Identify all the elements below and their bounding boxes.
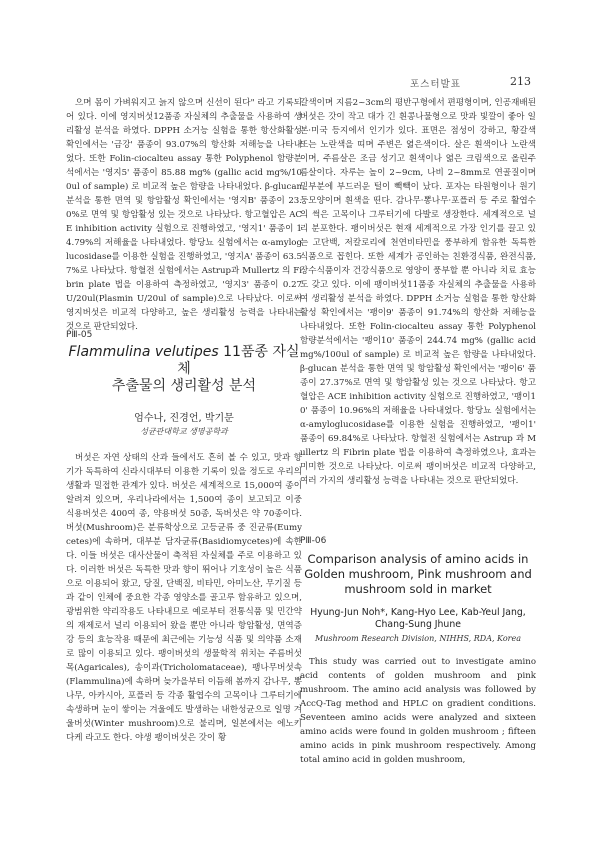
abstract-body: This study was carried out to investigate amino acid contents of golden mushroom and pink mushroom. The amino acid analysis was followed by AccQ-Tag method and HPLC on gradient conditions. Seventeen amino acids were analyzed and sixteen amino acids were found in golden mushroom ; fifteen amino acids in pink mushroom respectively. Among total amino acid in golden mushroom, [300, 657, 536, 765]
continued-abstract: 으며 몸이 가벼워지고 늙지 않으며 신선이 된다" 라고 기록되어 있다. 이에 영지버섯12품종 자실체의 추출물을 사용하여 생리활성 분석을 하였다. DPPH 소거능 실험을 통한 항산화활성 확인에서는 '금강' 품종이 93.07%의 항산화 저해능을 나타내었다. 또한 Folin-ciocalteu assay 통한 Polyphenol 함량분석에서는 '영지5' 품종이 85.88 mg% (gallic acid mg%/100ul of sample) 로 비교적 높은 함량을 나타내었다. β-glucan 분석을 통한 면역 및 항암활성 확인에서는 '영지B' 품종이 23.0%로 면역 및 항암활성 있는 것으로 나타났다. 항고혈압은 ACE inhibition activity 실험으로 진행하였고, '영지1' 품종이 14.79%의 저해율을 나타내었다. 항당뇨 실험에서는 α-amyloglucosidase를 이용한 실험을 진행하였고, '영지A' 품종이 63.57%로 나타났다. 항혈전 실험에서는 Astrup과 Mullertz 의 Fibrin plate 법을 이용하여 측정하였고, '영지3' 품종이 0.27 U/20ul(Plasmin U/20ul of sample)으로 나타났다. 이로써 영지버섯은 비교적 다양하고, 높은 생리활성 능력을 나타내는 것으로 판단되었다. [66, 98, 302, 332]
abstract-p3-05 [66, 330, 302, 745]
abstract-code: PⅢ-06 [300, 536, 327, 546]
affiliation: 성균관대학교 생명공학과 [140, 427, 228, 436]
affiliation: Mushroom Research Division, NIHHS, RDA, Korea [315, 634, 521, 643]
abstract-title [66, 344, 302, 395]
page-number: 213 [510, 75, 531, 88]
right-column [300, 96, 537, 765]
abstract-title: Comparison analysis of amino acids in Golden mushroom, Pink mushroom and mushroom sold in market [304, 552, 532, 596]
title-line2: 추출물의 생리활성 분석 [111, 378, 257, 394]
running-header: 포스터발표 [410, 79, 461, 90]
abstract-body: 버섯은 자연 상태의 산과 들에서도 흔히 볼 수 있고, 맛과 향기가 독특하여 신라시대부터 이용한 기록이 있을 정도로 우리의 생활과 밀접한 관계가 있다. 버섯은 세계적으로 15,000여 종이 알려져 있으며, 우리나라에서는 1,500여 종이 보고되고 이중 식용버섯은 400여 종, 약용버섯 50종, 독버섯은 약 70종이다. 버섯(Mushroom)은 분류학상으로 고등균류 중 진균류(Eumycetes)에 속하며, 대부분 담자균류(Basidiomycetes)에 속한다. 이들 버섯은 대사산물이 축적된 자실체를 주로 이용하고 있다. 이러한 버섯은 독특한 맛과 향이 뛰어나 기호성이 높은 식품으로 이용되어 왔고, 당질, 단백질, 비타민, 아미노산, 무기질 등과 같이 인체에 중요한 각종 영양소를 골고루 함유하고 있으며, 광범위한 약리작용도 나타내므로 예로부터 전통식품 및 민간약의 재제로서 널리 이용되어 왔을 뿐만 아니라 항암활성, 면역증강 등의 효능작용 때문에 최근에는 기능성 식품 및 의약품 소재로 많이 이용되고 있다. 팽이버섯의 생물학적 위치는 주름버섯목(Agaricales), 송이과(Tricholomataceae), 팽나무버섯속(Flammulina)에 속하며 늦가을부터 이듬해 봄까지 감나무, 뽕나무, 아카시아, 포플러 등 각종 활엽수의 고목이나 그루터기에 속생하며 눈이 쌓이는 겨울에도 발생하는 내한성균으로 일명 겨울버섯(Winter mushroom)으로 불리며, 일본에서는 에노키다케 라고도 한다. 야생 팽이버섯은 갓이 황 [66, 453, 302, 743]
left-column [66, 96, 302, 743]
author-list: 엄수나, 진경언, 박기문 [134, 413, 234, 424]
abstract-code: PⅢ-05 [66, 330, 93, 340]
author-list: Hyung-Jun Noh*, Kang-Hyo Lee, Kab-Yeul Jang, Chang-Sung Jhune [310, 607, 526, 630]
abstract-p3-06 [300, 536, 536, 767]
title-species: Flammulina velutipes [68, 344, 219, 360]
continued-abstract: 갈색이며 지름2~3cm의 평반구형에서 편평형이며, 인공재배된 버섯은 갓이 작고 대가 긴 흰콩나물형으로 맛과 빛깔이 좋아 일본·미국 등지에서 인기가 있다. 표면은 점성이 강하고, 황갈색 또는 노란색을 띠며 주변은 엷은색이다. 살은 흰색이나 노란색이며, 주름살은 조금 성기고 흰색이나 엷은 크림색으로 올린주름살이다. 자루는 높이 2~9cm, 나비 2~8mm로 연골질이며 밑부분에 부드러운 털이 빽빽이 났다. 포자는 타원형이나 원기둥모양이며 흰색을 띤다. 감나무·뽕나무·포플러 등 주로 활엽수의 썩은 고목이나 그루터기에 다발로 생장한다. 세계적으로 널리 분포한다. 팽이버섯은 현재 세계적으로 가장 인기를 끌고 있는 고단백, 저칼로리에 천연비타민을 풍부하게 함유한 독특한 식품으로 꼽힌다. 또한 세계가 공인하는 친환경식품, 완전식품, 장수식품이자 건강식품으로 영양이 풍부할 뿐 아니라 치료 효능도 갖고 있다. 이에 팽이버섯11품종 자실체의 추출물을 사용하여 생리활성 분석을 하였다. DPPH 소거능 실험을 통한 항산화활성 확인에서는 '팽이9' 품종이 91.74%의 항산화 저해능을 나타내었다. 또한 Folin-ciocalteu assay 통한 Polyphenol 함량분석에서는 '팽이10' 품종이 244.74 mg% (gallic acid mg%/100ul of sample) 로 비교적 높은 함량을 나타내었다. β-glucan 분석을 통한 면역 및 항암활성 확인에서는 '팽이6' 품종이 27.37%로 면역 및 항암활성 있는 것으로 나타났다. 항고혈압은 ACE inhibition activity 실험으로 진행하였고, '팽이10' 품종이 10.96%의 저해율을 나타내었다. 항당뇨 실험에서는 α-amyloglucosidase를 이용한 실험을 진행하였고, '팽이1' 품종이 69.84%로 나타났다. 항혈전 실험에서는 Astrup 과 Mullertz 의 Fibrin plate 법을 이용하여 측정하였으나, 효과는 미미한 것으로 나타났다. 이로써 팽이버섯은 비교적 다양하고, 여러 가지의 생리활성 능력을 나타내는 것으로 판단되었다. [300, 98, 537, 486]
title-line1: 11품종 자실체 [177, 344, 300, 377]
page-header [0, 76, 600, 92]
